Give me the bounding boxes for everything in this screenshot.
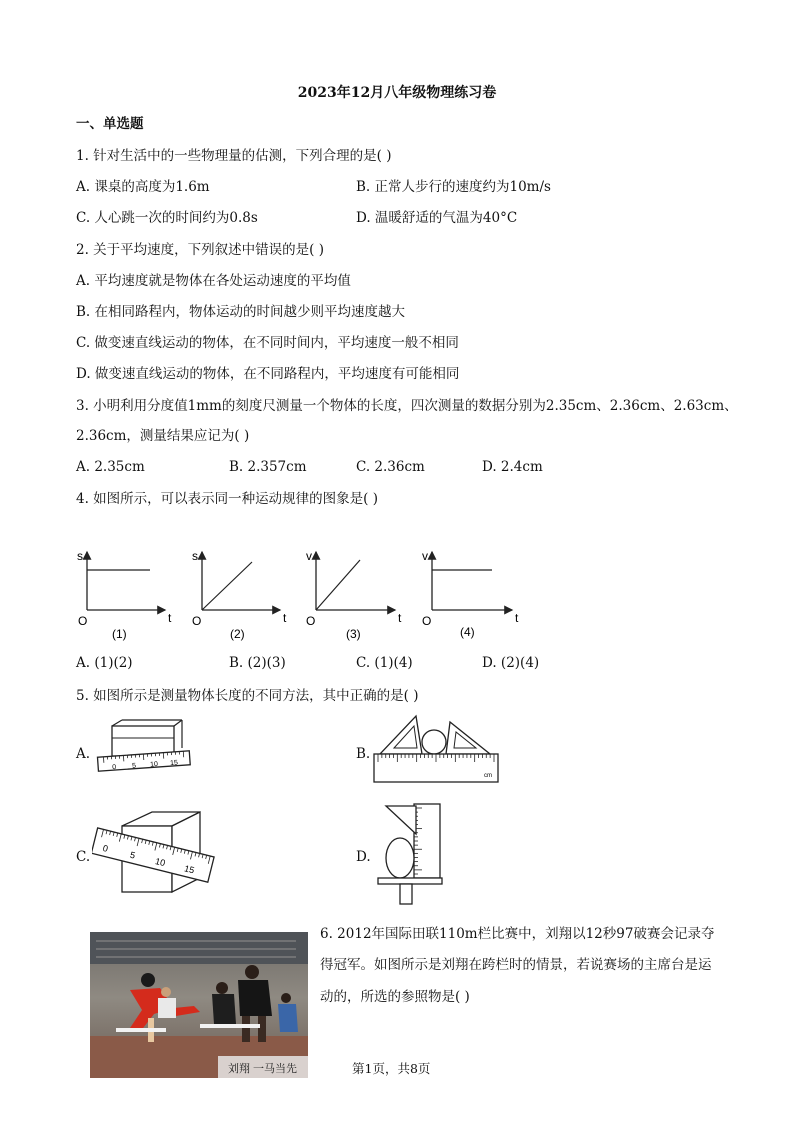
q3-option-c: C. 2.36cm [356,459,425,475]
graph-4-caption: (4) [460,625,475,639]
q6-line1: 6. 2012年国际田联110m栏比赛中，刘翔以12秒97破赛会记录夺 [320,926,715,942]
q5-option-d-label: D. [356,849,371,865]
graph-1-origin: O [78,614,88,628]
graph-3-line [316,560,360,610]
q5-figure-b [372,712,502,786]
q5a-tick-5: 5 [131,762,137,770]
q5a-tick-0: 0 [112,763,117,772]
egg [386,838,414,878]
q4-option-a: A. (1)(2) [76,655,133,671]
q5-option-a-label: A. [76,746,91,762]
q5a-tick-15: 15 [169,759,179,768]
q2-option-d: D. 做变速直线运动的物体，在不同路程内，平均速度有可能相同 [76,366,460,382]
q6-line2: 得冠军。如图所示是刘翔在跨栏时的情景，若说赛场的主席台是运 [320,957,712,973]
q2-stem: 2. 关于平均速度，下列叙述中错误的是( ) [76,242,324,258]
q5-figure-a [94,718,194,778]
q4-stem: 4. 如图所示，可以表示同一种运动规律的图象是( ) [76,491,378,507]
q2-option-c: C. 做变速直线运动的物体，在不同时间内，平均速度一般不相同 [76,335,459,351]
q5-option-b-label: B. [356,746,371,762]
graph-1-ylabel: s [77,549,83,563]
q5c-tick-5: 5 [128,849,137,861]
graph-2 [192,549,287,641]
q2-option-b: B. 在相同路程内，物体运动的时间越少则平均速度越大 [76,304,406,320]
photo-caption: 刘翔 一马当先 [228,1063,298,1075]
graph-4-xlabel: t [515,611,519,625]
graph-2-origin: O [192,614,202,628]
q1-option-a: A. 课桌的高度为1.6m [76,179,210,195]
q3-stem-line1: 3. 小明利用分度值1mm的刻度尺测量一个物体的长度，四次测量的数据分别为2.35cm、2.36cm、2.63cm、 [76,398,738,414]
graph-2-caption: (2) [230,627,245,641]
q5c-tick-0: 0 [101,842,110,854]
graph-3-ylabel: v [306,549,312,563]
graph-3 [306,549,402,641]
q5a-tick-10: 10 [149,761,159,769]
q5-stem: 5. 如图所示是测量物体长度的不同方法，其中正确的是( ) [76,688,419,704]
q3-option-a: A. 2.35cm [76,459,145,475]
graph-4-origin: O [422,614,432,628]
q5c-tick-10: 10 [154,856,167,869]
q5c-tick-15: 15 [183,863,196,876]
graph-1-xlabel: t [168,611,172,625]
section-heading: 一、单选题 [76,116,144,132]
q6-line3: 动的，所选的参照物是( ) [320,989,470,1005]
q1-option-c: C. 人心跳一次的时间约为0.8s [76,210,258,226]
graph-1-caption: (1) [112,627,127,641]
graph-4-ylabel: v [422,549,428,563]
graph-3-origin: O [306,614,316,628]
page-footer: 第1页，共8页 [352,1061,431,1076]
q1-option-b: B. 正常人步行的速度约为10m/s [356,179,551,195]
page-title: 2023年12月八年级物理练习卷 [297,85,497,101]
q3-option-b: B. 2.357cm [229,459,307,475]
q4-graphs [70,540,530,645]
graph-4 [422,549,519,639]
liu-xiang-photo [90,932,308,1078]
graph-1 [77,549,172,641]
graph-2-xlabel: t [283,611,287,625]
q1-option-d: D. 温暖舒适的气温为40°C [356,210,518,226]
graph-2-line [202,562,252,610]
q4-option-c: C. (1)(4) [356,655,413,671]
q3-stem-line2: 2.36cm，测量结果应记为( ) [76,428,250,444]
q1-stem: 1. 针对生活中的一些物理量的估测，下列合理的是( ) [76,148,392,164]
q5-figure-d [372,800,452,908]
ball [422,730,446,754]
graph-2-ylabel: s [192,549,198,563]
q4-option-b: B. (2)(3) [229,655,286,671]
q4-option-d: D. (2)(4) [482,655,540,671]
q3-option-d: D. 2.4cm [482,459,543,475]
q5-option-c-label: C. [76,849,91,865]
graph-3-caption: (3) [346,627,361,641]
graph-3-xlabel: t [398,611,402,625]
q2-option-a: A. 平均速度就是物体在各处运动速度的平均值 [76,273,351,289]
q5-figure-c [92,808,216,898]
ruler-unit: cm [484,773,492,779]
